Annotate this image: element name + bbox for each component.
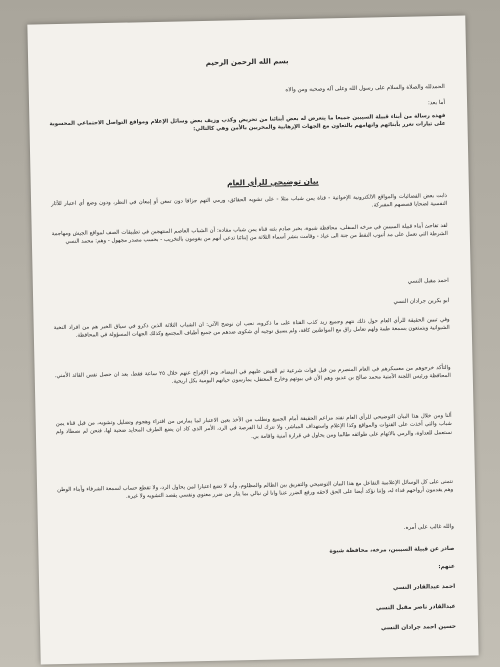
issuer-line: صادر عن قبيلة السيبين، مرخه، محافظة شبوة: [329, 545, 455, 555]
amma-baad: أما بعد:: [427, 99, 446, 107]
paragraph-6: نتمنى على كل الوسائل الإعلامية التفاعل مع هذا البيان التوضيحي والتفريق بين الظالم والمظلوم، وأنه لا تضع اعتبارا لمن يحاول الرد، ولا تقطع حساب لسمعة الشرفاء وأبناء الوطن وهم يقدمون أرواحهم فداء له، وإننا نؤكد أيضا على الحق لاحقه ورفع الضرر عننا وانا لن نبالي بما يثار من ضرر معنوي ونفسي يقصد التشويه ولا غيره.: [57, 478, 454, 501]
letter-page: [27, 15, 478, 664]
signatory-3: حسين احمد جرادان النسي: [380, 623, 457, 632]
paragraph-3: وفي تبيين الحقيقة للرأي العام حول ذلك نتهم وجميع زيد كذب القناة على ما ذكروه، نحب ان نوضح الآتي: ان الشباب الثلاثة الذين ذكرو في سياق الخبر هم من افراد النخبة الشبوانية ويتمتعون بسمعة طيبة ولهم تعامل راق مع المواطنين كافة، ولم يسبق توجيه أي شكوى ضدهم من جميع أطياف المجتمع وكذلك الجهات المسؤولة في المحافظة.: [53, 316, 450, 340]
signatories-label: عنهم:: [438, 563, 455, 571]
closing-line: والله غالب على أمره.: [403, 523, 455, 531]
intro-paragraph: فهذه رسالة من أبناء قبيلة السيبين جميعا ما يتعرض له بعض أبنائنا من تحريض وكذب وزيف بعض وسائل الإعلام ومواقع التواصل الاجتماعي المحسوبة على تيارات تغرر بأبنائهم واتهامهم بالتعاون مع الجهات الإرهابية والمخربين بالأمن وهي كالتالي:: [49, 112, 446, 133]
paragraph-4: والتأكد خرجوهم من معسكرهم في العام المنصرم من قبل قوات شرعية تم القبض عليهم في البيضاء، وتم الإفراج عنهم خلال ٢٥ ساعة فقط، بعد ان حصل نفس القائد الأمني. المحافظة ورئيس اللجنة الأمنية محمد صالح بن عديو، وهم الأن في بيوتهم وخارج المعتقل، يمارسون حياتهم اليومية بكل اريحية.: [54, 364, 451, 386]
statement-heading: بيان توضيحي للرأي العام: [226, 176, 319, 188]
greeting: الحمدلله والصلاة والسلام على رسول الله وعلى آله وصحبه ومن والاه: [285, 83, 445, 94]
signatory-2: عبدالقادر ناصر مقبل النسي: [375, 603, 456, 612]
paragraph-2: لقد تفاجئ أبناء قبيلة السيبين في مرخه السفلى، محافظة شبوة، بخبر صادم بثته قناة يمن شباب مفاده: أن الشباب العاصم المنتهجين في تطبيقات الصف لمواقع الجيش ومهاجمة الشرطة التي تعمل على مد أنبوب النفط من جنة الى عياذ - وقامت بنشر أسماء الثلاثة من إبنائنا تدعي أنهم من يقومون بالتخريب - بحسب مصدر مجهول - وهم: محمد النسي: [51, 222, 448, 246]
basmala: بسم الله الرحمن الرحيم: [205, 57, 289, 67]
paragraph-5: ألنا ومن خلال هذا البيان التوضيحي للرأي العام نفند مزاعم الحقيقة أمام الجميع ونطلب من الأخذ بعين الاعتبار لما يمارس من افتراء وهجوم وتضليل وتشويه، من قبل قناة يمن شباب والتي أخذت على القنوات والمواقع وكذا الإعلام واستهداف المباشر، ولا تترك لنا الفرصة في الرد، الأمر الذي كاد ان يضع الطرف المحايد ضحية لها، فنحن لم نصطاد ولم نستعمل للعداوة، والرمي بالاتهام على طوائفه طالما ومن يحاول في قرارة أمنية واقامة بي.: [55, 412, 453, 440]
accused-name-2: ابو بكرين جرادان النسي: [393, 297, 450, 306]
accused-name-1: احمد مقبل النسي: [407, 277, 449, 285]
paragraph-1: ذابت بعض الفضائيات والمواقع الالكترونية الإخوانية - قناة يمن شباب مثلا - على تشويه الحقائق، ورمي التهم جزافا دون تمعن أو إمعان في النظر، ودون وضع أي اعتبار للأثار النفسية لضحايا قصصهم المفبركة.: [51, 192, 448, 209]
signatory-1: احمد عبدالقادر النسي: [392, 583, 456, 592]
